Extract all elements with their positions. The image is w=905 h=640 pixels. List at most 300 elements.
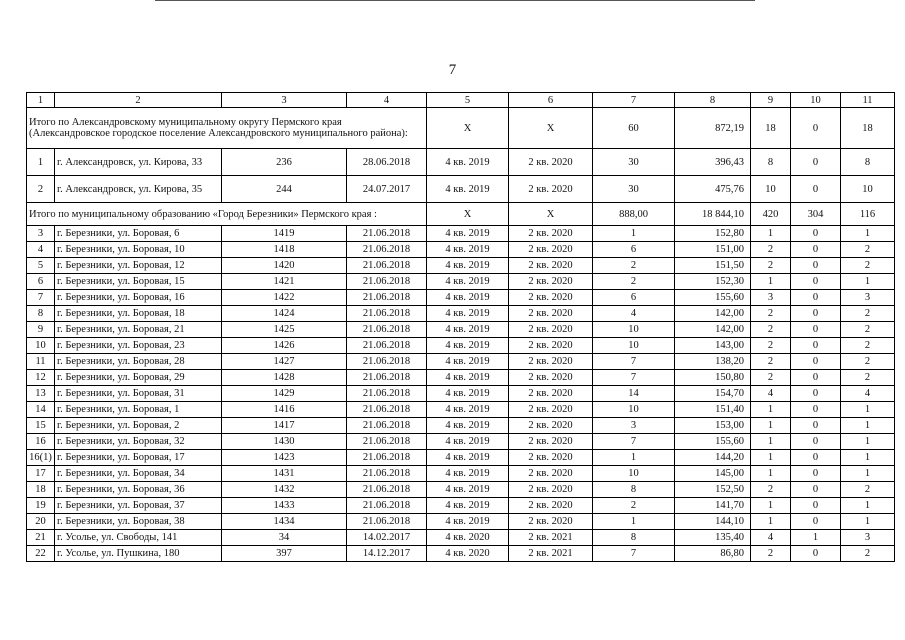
cell-c5: 4 кв. 2019: [427, 514, 509, 530]
cell-c11: 2: [841, 546, 895, 562]
cell-c5: 4 кв. 2019: [427, 290, 509, 306]
cell-c8: 152,30: [675, 274, 751, 290]
cell-c4: 21.06.2018: [347, 226, 427, 242]
cell-c7: 3: [593, 418, 675, 434]
table-row: [27, 418, 895, 434]
row-number: 18: [27, 482, 55, 498]
row-number: 16: [27, 434, 55, 450]
table-row: [27, 386, 895, 402]
address-cell: г. Березники, ул. Боровая, 1: [55, 402, 222, 418]
cell-c11: 1: [841, 226, 895, 242]
cell-c9: 3: [751, 290, 791, 306]
cell-c3: 244: [222, 176, 347, 203]
cell-c10: 0: [791, 418, 841, 434]
group-cell-c7: 60: [593, 108, 675, 149]
address-cell: г. Березники, ул. Боровая, 37: [55, 498, 222, 514]
table-body: [27, 93, 895, 562]
cell-c5: 4 кв. 2019: [427, 226, 509, 242]
cell-c6: 2 кв. 2020: [509, 450, 593, 466]
cell-c8: 141,70: [675, 498, 751, 514]
cell-c7: 14: [593, 386, 675, 402]
cell-c4: 21.06.2018: [347, 498, 427, 514]
header-cell: 11: [841, 93, 895, 108]
cell-c3: 1432: [222, 482, 347, 498]
row-number: 9: [27, 322, 55, 338]
cell-c5: 4 кв. 2019: [427, 149, 509, 176]
cell-c6: 2 кв. 2020: [509, 306, 593, 322]
row-number: 22: [27, 546, 55, 562]
row-number: 11: [27, 354, 55, 370]
cell-c9: 4: [751, 530, 791, 546]
address-cell: г. Березники, ул. Боровая, 38: [55, 514, 222, 530]
cell-c7: 6: [593, 242, 675, 258]
cell-c3: 1429: [222, 386, 347, 402]
table-row: [27, 498, 895, 514]
cell-c3: 1427: [222, 354, 347, 370]
address-cell: г. Александровск, ул. Кирова, 33: [55, 149, 222, 176]
cell-c11: 10: [841, 176, 895, 203]
cell-c11: 2: [841, 322, 895, 338]
cell-c6: 2 кв. 2020: [509, 514, 593, 530]
cell-c4: 14.12.2017: [347, 546, 427, 562]
cell-c7: 7: [593, 434, 675, 450]
address-cell: г. Усолье, ул. Свободы, 141: [55, 530, 222, 546]
table-row: [27, 226, 895, 242]
group-cell-c6: Х: [509, 203, 593, 226]
table-row: [27, 176, 895, 203]
row-number: 4: [27, 242, 55, 258]
cell-c10: 0: [791, 386, 841, 402]
cell-c3: 1426: [222, 338, 347, 354]
cell-c5: 4 кв. 2020: [427, 546, 509, 562]
group-label: Итого по Александровскому муниципальному округу Пермского края (Александровское городское поселение Александровского муниципального района):: [27, 108, 427, 149]
cell-c5: 4 кв. 2019: [427, 306, 509, 322]
cell-c10: 0: [791, 290, 841, 306]
cell-c5: 4 кв. 2019: [427, 386, 509, 402]
address-cell: г. Березники, ул. Боровая, 2: [55, 418, 222, 434]
cell-c11: 3: [841, 290, 895, 306]
cell-c7: 8: [593, 530, 675, 546]
row-number: 2: [27, 176, 55, 203]
cell-c4: 21.06.2018: [347, 514, 427, 530]
cell-c4: 24.07.2017: [347, 176, 427, 203]
table-row: [27, 402, 895, 418]
cell-c8: 155,60: [675, 290, 751, 306]
cell-c6: 2 кв. 2020: [509, 482, 593, 498]
cell-c8: 396,43: [675, 149, 751, 176]
cell-c4: 21.06.2018: [347, 306, 427, 322]
cell-c4: 21.06.2018: [347, 242, 427, 258]
cell-c5: 4 кв. 2019: [427, 482, 509, 498]
cell-c9: 2: [751, 242, 791, 258]
header-cell: 10: [791, 93, 841, 108]
address-cell: г. Березники, ул. Боровая, 15: [55, 274, 222, 290]
cell-c9: 1: [751, 274, 791, 290]
cell-c11: 1: [841, 450, 895, 466]
cell-c7: 1: [593, 226, 675, 242]
row-number: 12: [27, 370, 55, 386]
cell-c5: 4 кв. 2019: [427, 338, 509, 354]
cell-c10: 1: [791, 530, 841, 546]
cell-c3: 34: [222, 530, 347, 546]
cell-c11: 1: [841, 498, 895, 514]
row-number: 16(1): [27, 450, 55, 466]
cell-c4: 21.06.2018: [347, 386, 427, 402]
cell-c6: 2 кв. 2020: [509, 242, 593, 258]
cell-c7: 6: [593, 290, 675, 306]
table-row: [27, 242, 895, 258]
cell-c7: 4: [593, 306, 675, 322]
cell-c7: 7: [593, 370, 675, 386]
cell-c7: 10: [593, 338, 675, 354]
cell-c11: 1: [841, 418, 895, 434]
cell-c7: 7: [593, 546, 675, 562]
cell-c4: 21.06.2018: [347, 402, 427, 418]
cell-c11: 1: [841, 274, 895, 290]
cell-c7: 8: [593, 482, 675, 498]
cell-c3: 1423: [222, 450, 347, 466]
cell-c5: 4 кв. 2019: [427, 466, 509, 482]
cell-c6: 2 кв. 2020: [509, 258, 593, 274]
cell-c4: 21.06.2018: [347, 450, 427, 466]
cell-c8: 142,00: [675, 322, 751, 338]
cell-c6: 2 кв. 2020: [509, 176, 593, 203]
cell-c3: 1417: [222, 418, 347, 434]
header-cell: 4: [347, 93, 427, 108]
cell-c9: 2: [751, 370, 791, 386]
cell-c9: 1: [751, 466, 791, 482]
header-cell: 3: [222, 93, 347, 108]
cell-c11: 2: [841, 306, 895, 322]
cell-c9: 2: [751, 322, 791, 338]
cell-c3: 1433: [222, 498, 347, 514]
address-cell: г. Березники, ул. Боровая, 32: [55, 434, 222, 450]
cell-c5: 4 кв. 2020: [427, 530, 509, 546]
cell-c3: 1428: [222, 370, 347, 386]
cell-c5: 4 кв. 2019: [427, 402, 509, 418]
cell-c9: 8: [751, 149, 791, 176]
cell-c9: 2: [751, 354, 791, 370]
cell-c8: 151,50: [675, 258, 751, 274]
cell-c9: 1: [751, 434, 791, 450]
cell-c5: 4 кв. 2019: [427, 242, 509, 258]
cell-c3: 236: [222, 149, 347, 176]
cell-c4: 21.06.2018: [347, 290, 427, 306]
cell-c6: 2 кв. 2020: [509, 290, 593, 306]
cell-c10: 0: [791, 546, 841, 562]
cell-c10: 0: [791, 322, 841, 338]
cell-c4: 21.06.2018: [347, 354, 427, 370]
cell-c7: 7: [593, 354, 675, 370]
cell-c8: 153,00: [675, 418, 751, 434]
row-number: 3: [27, 226, 55, 242]
cell-c6: 2 кв. 2020: [509, 418, 593, 434]
cell-c7: 30: [593, 176, 675, 203]
group-label: Итого по муниципальному образованию «Город Березники» Пермского края :: [27, 203, 427, 226]
cell-c9: 1: [751, 226, 791, 242]
address-cell: г. Березники, ул. Боровая, 34: [55, 466, 222, 482]
cell-c10: 0: [791, 274, 841, 290]
cell-c5: 4 кв. 2019: [427, 434, 509, 450]
cell-c3: 1416: [222, 402, 347, 418]
table-row: [27, 530, 895, 546]
group-cell-c9: 420: [751, 203, 791, 226]
cell-c6: 2 кв. 2021: [509, 530, 593, 546]
row-number: 21: [27, 530, 55, 546]
cell-c5: 4 кв. 2019: [427, 176, 509, 203]
row-number: 15: [27, 418, 55, 434]
cell-c6: 2 кв. 2020: [509, 338, 593, 354]
cell-c11: 1: [841, 466, 895, 482]
cell-c11: 3: [841, 530, 895, 546]
cell-c7: 30: [593, 149, 675, 176]
cell-c11: 2: [841, 258, 895, 274]
cell-c11: 2: [841, 370, 895, 386]
address-cell: г. Березники, ул. Боровая, 6: [55, 226, 222, 242]
cell-c8: 145,00: [675, 466, 751, 482]
address-cell: г. Березники, ул. Боровая, 29: [55, 370, 222, 386]
table-row: [27, 274, 895, 290]
cell-c4: 21.06.2018: [347, 322, 427, 338]
group-cell-c11: 116: [841, 203, 895, 226]
cell-c3: 1431: [222, 466, 347, 482]
cell-c9: 2: [751, 482, 791, 498]
cell-c10: 0: [791, 402, 841, 418]
group-total-row: [27, 108, 895, 149]
cell-c11: 1: [841, 514, 895, 530]
group-cell-c10: 0: [791, 108, 841, 149]
cell-c9: 1: [751, 402, 791, 418]
header-row: [27, 93, 895, 108]
group-cell-c8: 18 844,10: [675, 203, 751, 226]
cell-c10: 0: [791, 338, 841, 354]
cell-c4: 21.06.2018: [347, 370, 427, 386]
group-cell-c8: 872,19: [675, 108, 751, 149]
table-row: [27, 149, 895, 176]
header-cell: 7: [593, 93, 675, 108]
cell-c8: 155,60: [675, 434, 751, 450]
cell-c8: 144,20: [675, 450, 751, 466]
cell-c3: 1421: [222, 274, 347, 290]
row-number: 8: [27, 306, 55, 322]
cell-c6: 2 кв. 2020: [509, 434, 593, 450]
table-row: [27, 514, 895, 530]
cell-c10: 0: [791, 176, 841, 203]
header-cell: 6: [509, 93, 593, 108]
cell-c6: 2 кв. 2020: [509, 386, 593, 402]
cell-c9: 2: [751, 338, 791, 354]
table-row: [27, 466, 895, 482]
cell-c4: 28.06.2018: [347, 149, 427, 176]
table-row: [27, 322, 895, 338]
cell-c6: 2 кв. 2020: [509, 402, 593, 418]
cell-c4: 21.06.2018: [347, 434, 427, 450]
cell-c8: 152,80: [675, 226, 751, 242]
cell-c11: 2: [841, 354, 895, 370]
cell-c6: 2 кв. 2020: [509, 498, 593, 514]
table-row: [27, 450, 895, 466]
cell-c4: 21.06.2018: [347, 274, 427, 290]
row-number: 7: [27, 290, 55, 306]
cell-c5: 4 кв. 2019: [427, 274, 509, 290]
cell-c4: 21.06.2018: [347, 482, 427, 498]
cell-c6: 2 кв. 2021: [509, 546, 593, 562]
top-border-line: [155, 0, 755, 1]
cell-c11: 1: [841, 402, 895, 418]
row-number: 10: [27, 338, 55, 354]
table-row: [27, 258, 895, 274]
cell-c5: 4 кв. 2019: [427, 450, 509, 466]
cell-c7: 1: [593, 514, 675, 530]
cell-c3: 1420: [222, 258, 347, 274]
cell-c7: 2: [593, 498, 675, 514]
cell-c3: 1424: [222, 306, 347, 322]
table-row: [27, 482, 895, 498]
cell-c8: 475,76: [675, 176, 751, 203]
address-cell: г. Александровск, ул. Кирова, 35: [55, 176, 222, 203]
cell-c4: 21.06.2018: [347, 338, 427, 354]
housing-table: [26, 92, 895, 562]
cell-c3: 1425: [222, 322, 347, 338]
group-cell-c5: Х: [427, 203, 509, 226]
cell-c3: 1430: [222, 434, 347, 450]
cell-c3: 1434: [222, 514, 347, 530]
header-cell: 2: [55, 93, 222, 108]
cell-c10: 0: [791, 370, 841, 386]
cell-c10: 0: [791, 466, 841, 482]
cell-c5: 4 кв. 2019: [427, 322, 509, 338]
cell-c4: 21.06.2018: [347, 258, 427, 274]
group-cell-c11: 18: [841, 108, 895, 149]
table-row: [27, 434, 895, 450]
cell-c9: 1: [751, 418, 791, 434]
cell-c9: 2: [751, 306, 791, 322]
cell-c6: 2 кв. 2020: [509, 322, 593, 338]
cell-c10: 0: [791, 498, 841, 514]
header-cell: 9: [751, 93, 791, 108]
header-cell: 8: [675, 93, 751, 108]
row-number: 5: [27, 258, 55, 274]
cell-c8: 151,40: [675, 402, 751, 418]
cell-c10: 0: [791, 514, 841, 530]
cell-c6: 2 кв. 2020: [509, 370, 593, 386]
cell-c11: 8: [841, 149, 895, 176]
cell-c6: 2 кв. 2020: [509, 354, 593, 370]
address-cell: г. Березники, ул. Боровая, 36: [55, 482, 222, 498]
row-number: 20: [27, 514, 55, 530]
cell-c7: 2: [593, 274, 675, 290]
cell-c5: 4 кв. 2019: [427, 370, 509, 386]
address-cell: г. Березники, ул. Боровая, 21: [55, 322, 222, 338]
address-cell: г. Усолье, ул. Пушкина, 180: [55, 546, 222, 562]
cell-c10: 0: [791, 258, 841, 274]
page-number: 7: [448, 62, 457, 78]
cell-c8: 86,80: [675, 546, 751, 562]
row-number: 6: [27, 274, 55, 290]
cell-c10: 0: [791, 482, 841, 498]
cell-c9: 1: [751, 450, 791, 466]
cell-c8: 151,00: [675, 242, 751, 258]
cell-c8: 154,70: [675, 386, 751, 402]
address-cell: г. Березники, ул. Боровая, 18: [55, 306, 222, 322]
cell-c7: 10: [593, 402, 675, 418]
cell-c9: 2: [751, 546, 791, 562]
cell-c6: 2 кв. 2020: [509, 274, 593, 290]
cell-c8: 144,10: [675, 514, 751, 530]
cell-c3: 1418: [222, 242, 347, 258]
row-number: 13: [27, 386, 55, 402]
address-cell: г. Березники, ул. Боровая, 23: [55, 338, 222, 354]
cell-c6: 2 кв. 2020: [509, 226, 593, 242]
cell-c5: 4 кв. 2019: [427, 498, 509, 514]
group-cell-c9: 18: [751, 108, 791, 149]
cell-c7: 10: [593, 466, 675, 482]
address-cell: г. Березники, ул. Боровая, 16: [55, 290, 222, 306]
cell-c9: 1: [751, 514, 791, 530]
row-number: 14: [27, 402, 55, 418]
cell-c9: 10: [751, 176, 791, 203]
cell-c8: 142,00: [675, 306, 751, 322]
cell-c5: 4 кв. 2019: [427, 258, 509, 274]
row-number: 17: [27, 466, 55, 482]
address-cell: г. Березники, ул. Боровая, 31: [55, 386, 222, 402]
cell-c11: 2: [841, 242, 895, 258]
address-cell: г. Березники, ул. Боровая, 10: [55, 242, 222, 258]
row-number: 1: [27, 149, 55, 176]
cell-c8: 150,80: [675, 370, 751, 386]
table-row: [27, 370, 895, 386]
table-row: [27, 546, 895, 562]
table-row: [27, 338, 895, 354]
cell-c7: 2: [593, 258, 675, 274]
cell-c9: 2: [751, 258, 791, 274]
cell-c7: 10: [593, 322, 675, 338]
cell-c4: 14.02.2017: [347, 530, 427, 546]
cell-c11: 1: [841, 434, 895, 450]
cell-c10: 0: [791, 354, 841, 370]
cell-c9: 1: [751, 498, 791, 514]
cell-c6: 2 кв. 2020: [509, 149, 593, 176]
cell-c11: 2: [841, 338, 895, 354]
cell-c11: 4: [841, 386, 895, 402]
cell-c10: 0: [791, 149, 841, 176]
address-cell: г. Березники, ул. Боровая, 17: [55, 450, 222, 466]
cell-c10: 0: [791, 450, 841, 466]
cell-c7: 1: [593, 450, 675, 466]
cell-c3: 397: [222, 546, 347, 562]
cell-c10: 0: [791, 306, 841, 322]
cell-c8: 135,40: [675, 530, 751, 546]
cell-c10: 0: [791, 242, 841, 258]
row-number: 19: [27, 498, 55, 514]
cell-c10: 0: [791, 226, 841, 242]
cell-c4: 21.06.2018: [347, 466, 427, 482]
group-cell-c7: 888,00: [593, 203, 675, 226]
cell-c5: 4 кв. 2019: [427, 354, 509, 370]
table-row: [27, 290, 895, 306]
table-row: [27, 306, 895, 322]
group-cell-c10: 304: [791, 203, 841, 226]
cell-c3: 1422: [222, 290, 347, 306]
cell-c9: 4: [751, 386, 791, 402]
header-cell: 5: [427, 93, 509, 108]
address-cell: г. Березники, ул. Боровая, 28: [55, 354, 222, 370]
cell-c3: 1419: [222, 226, 347, 242]
group-total-row: [27, 203, 895, 226]
cell-c10: 0: [791, 434, 841, 450]
address-cell: г. Березники, ул. Боровая, 12: [55, 258, 222, 274]
cell-c5: 4 кв. 2019: [427, 418, 509, 434]
